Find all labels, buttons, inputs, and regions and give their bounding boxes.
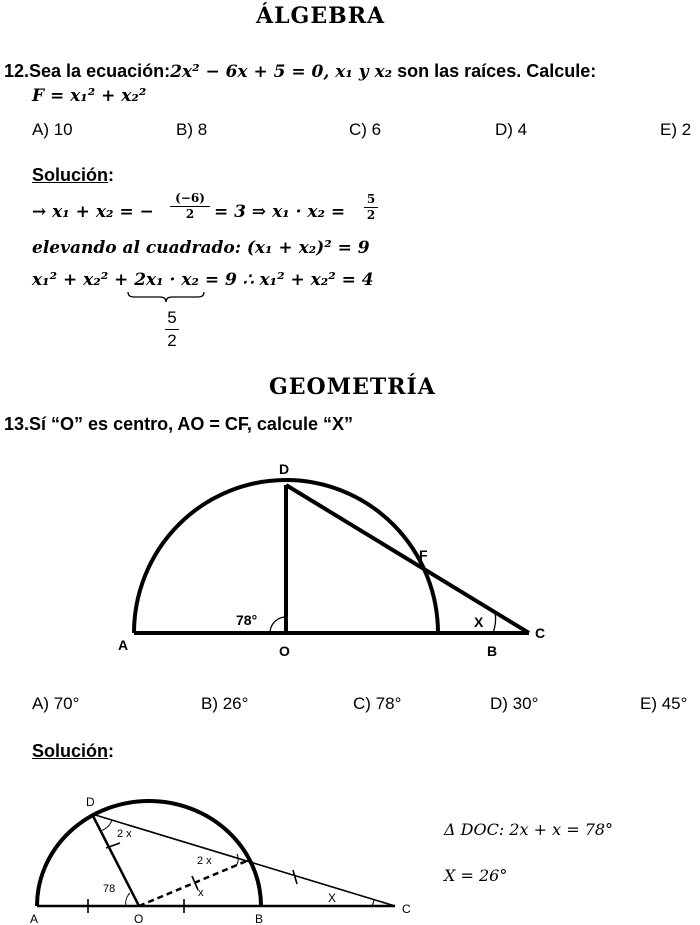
question-text: Sí “O” es centro, AO = CF, calcule “X” — [29, 414, 353, 434]
label-2x-at-f: 2 x — [197, 855, 212, 867]
fraction-numerator: 5 — [366, 192, 376, 206]
label-c: C — [535, 625, 546, 641]
option-a: A) 10 — [32, 120, 73, 139]
solution-equation-2: X = 26° — [444, 866, 508, 885]
solution-colon: : — [108, 741, 114, 761]
solution-line-3 — [32, 270, 374, 290]
label-2x-at-d: 2 x — [117, 828, 132, 840]
option-b: B) 26° — [201, 694, 249, 713]
fraction-neg6-over-2 — [170, 191, 210, 222]
angle-x-arc — [493, 612, 496, 633]
label-d: D — [279, 461, 290, 477]
label-a: A — [30, 912, 39, 925]
solution-line-1a: → x₁ + x₂ = − — [32, 202, 154, 222]
line3-part-a: x₁² + x₂² + — [32, 270, 135, 290]
equation: 2x² − 6x + 5 = 0, x₁ y x₂ — [170, 62, 393, 82]
figure-semicircle-problem — [0, 450, 700, 670]
angle-78-arc — [270, 617, 286, 633]
fraction-5-over-2 — [364, 192, 378, 223]
label-b: B — [255, 912, 264, 925]
solution-label — [32, 741, 114, 762]
geometria-title: GEOMETRÍA — [269, 374, 436, 400]
label-b: B — [487, 643, 498, 659]
expression-f: F = x₁² + x₂² — [32, 86, 147, 106]
fraction-numerator: 5 — [167, 308, 177, 327]
label-c: C — [402, 902, 411, 916]
label-x-at-c: X — [328, 891, 337, 905]
line3-underbraced: 2x₁ · x₂ — [134, 270, 199, 290]
solution-line-2: elevando al cuadrado: (x₁ + x₂)² = 9 — [32, 238, 370, 258]
label-x-small: x — [198, 887, 204, 899]
option-a: A) 70° — [32, 694, 80, 713]
question-number: 13. — [4, 414, 30, 434]
label-angle-78: 78° — [236, 612, 258, 628]
option-d: D) 30° — [490, 694, 539, 713]
fraction-denominator: 2 — [165, 329, 179, 352]
underbrace — [126, 290, 206, 304]
option-d: D) 4 — [495, 120, 528, 139]
question-13-line — [4, 414, 353, 435]
figure-solution — [0, 780, 440, 925]
label-x: X — [474, 614, 484, 630]
option-e: E) 2 — [660, 120, 692, 139]
solution-colon: : — [108, 165, 114, 185]
label-f: F — [419, 547, 428, 563]
brace-fraction — [158, 307, 186, 352]
fraction-numerator: (−6) — [175, 191, 205, 205]
solution-word: Solución — [32, 741, 108, 761]
solution-line-1b: = 3 ⇒ x₁ · x₂ = — [214, 202, 346, 222]
solution-word: Solución — [32, 165, 108, 185]
question-12-line — [4, 61, 596, 82]
label-o: O — [134, 912, 144, 925]
algebra-title: ÁLGEBRA — [256, 3, 386, 29]
solution-equation-1: Δ DOC: 2x + x = 78° — [444, 820, 614, 839]
label-o: O — [279, 643, 290, 659]
question-text: Sea la ecuación: — [29, 61, 171, 81]
question-number: 12. — [4, 61, 30, 81]
line3-part-c: = 9 ∴ x₁² + x₂² = 4 — [198, 270, 374, 290]
option-c: C) 6 — [349, 120, 382, 139]
label-d: D — [86, 795, 95, 809]
solution-label — [32, 165, 114, 186]
fraction-denominator: 2 — [170, 206, 210, 222]
option-b: B) 8 — [176, 120, 208, 139]
label-a: A — [118, 637, 129, 653]
question-text-end: son las raíces. Calcule: — [397, 61, 597, 81]
option-c: C) 78° — [353, 694, 402, 713]
label-78: 78 — [103, 883, 116, 895]
option-e: E) 45° — [640, 694, 688, 713]
fraction-denominator: 2 — [364, 207, 378, 223]
